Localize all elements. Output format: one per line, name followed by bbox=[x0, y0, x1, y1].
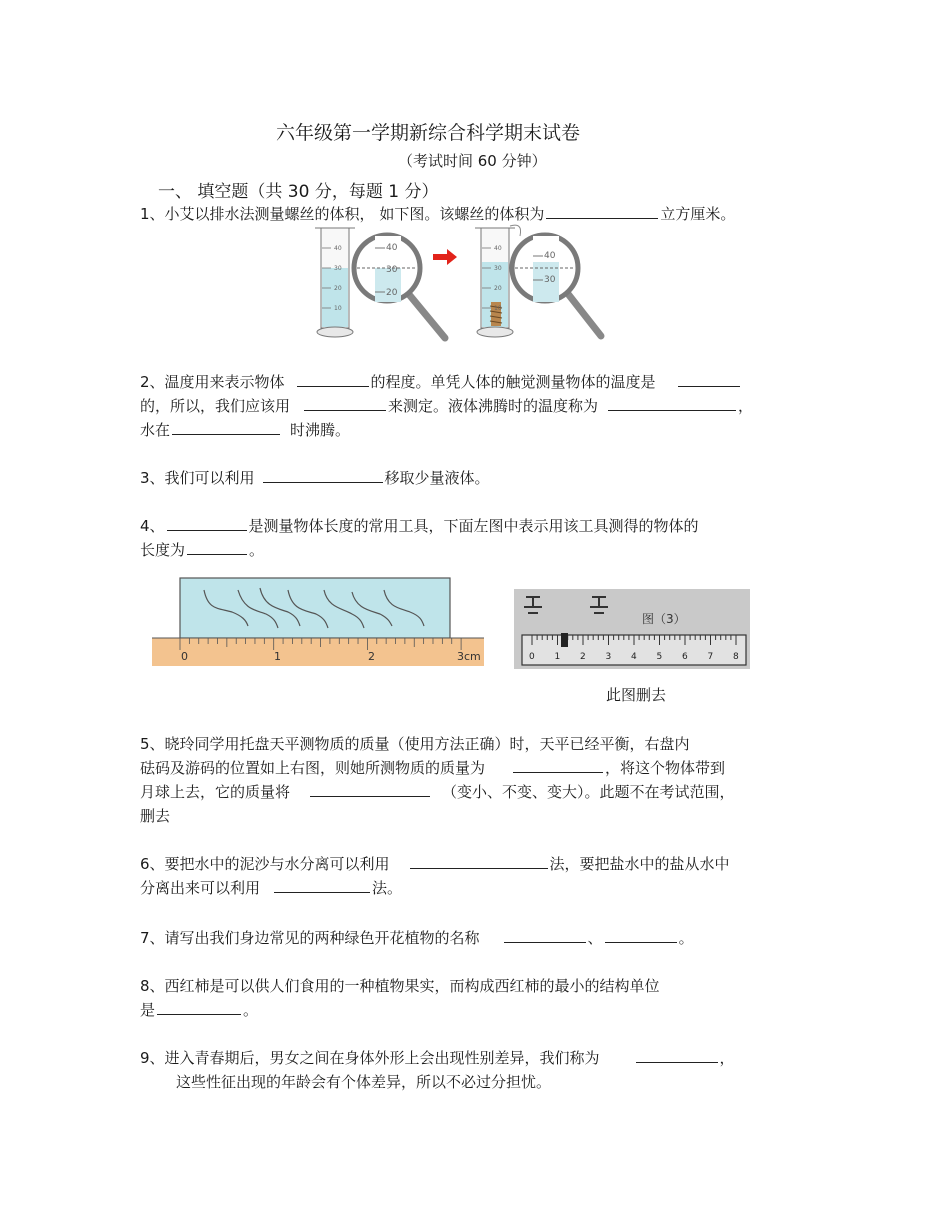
balance-label: 2 bbox=[580, 652, 586, 662]
answer-blank[interactable] bbox=[274, 878, 370, 893]
question-7-text: 。 bbox=[678, 929, 694, 947]
answer-blank[interactable] bbox=[263, 468, 383, 483]
question-2-text: 2、温度用来表示物体 bbox=[140, 373, 285, 391]
section-heading: 一、 填空题（共 30 分，每题 1 分） bbox=[158, 182, 439, 202]
question-6-text: 分离出来可以利用 bbox=[140, 879, 261, 897]
ruler-label: 3cm bbox=[457, 650, 481, 663]
answer-blank[interactable] bbox=[310, 782, 430, 797]
ruler-label: 0 bbox=[181, 650, 188, 663]
lens-mark: 20 bbox=[386, 288, 398, 298]
balance-label: 8 bbox=[733, 652, 739, 662]
question-2-text: ， bbox=[738, 397, 754, 415]
question-8-line-2 bbox=[140, 999, 258, 1020]
magnifier-icon bbox=[512, 235, 601, 336]
answer-blank[interactable] bbox=[297, 372, 369, 387]
ruler-figure bbox=[152, 576, 484, 668]
answer-blank[interactable] bbox=[608, 396, 736, 411]
question-7-text: 、 bbox=[587, 929, 603, 947]
cylinder-mark: 40 bbox=[334, 245, 342, 252]
question-2-line-1 bbox=[140, 371, 742, 392]
lens-mark: 40 bbox=[386, 243, 398, 253]
answer-blank[interactable] bbox=[167, 516, 247, 531]
rider-icon bbox=[561, 633, 568, 647]
cylinder-mark: 30 bbox=[334, 265, 342, 272]
question-8-text: 是 bbox=[140, 1001, 156, 1019]
balance-photo bbox=[514, 589, 750, 669]
question-8-text: 。 bbox=[243, 1001, 259, 1019]
lens-mark: 30 bbox=[544, 275, 556, 285]
question-2-line-3 bbox=[140, 419, 350, 440]
balance-label: 5 bbox=[656, 652, 663, 662]
cylinder-mark: 30 bbox=[494, 265, 502, 272]
cylinder-measurement-figure bbox=[315, 222, 615, 344]
measuring-cylinder-icon bbox=[315, 228, 355, 337]
question-9-line-1 bbox=[140, 1047, 735, 1068]
question-5-line-4: 删去 bbox=[140, 807, 171, 825]
question-5-text: ，将这个物体带到 bbox=[605, 759, 726, 777]
question-9-text: ， bbox=[719, 1049, 735, 1067]
question-5-line-3 bbox=[140, 781, 735, 802]
question-4-line-1 bbox=[140, 515, 699, 536]
question-1 bbox=[140, 203, 735, 224]
measured-object bbox=[180, 578, 450, 638]
balance-caption: 图（3） bbox=[642, 612, 686, 626]
question-4-text: 长度为 bbox=[140, 541, 186, 559]
cylinder-mark: 20 bbox=[334, 285, 342, 292]
question-2-text: 的程度。单凭人体的触觉测量物体的温度是 bbox=[370, 373, 656, 391]
question-1-unit: 立方厘米。 bbox=[660, 205, 736, 223]
answer-blank[interactable] bbox=[605, 928, 677, 943]
question-2-text: 的，所以，我们应该用 bbox=[140, 397, 291, 415]
question-2-line-2 bbox=[140, 395, 753, 416]
question-3 bbox=[140, 467, 490, 488]
balance-label: 7 bbox=[707, 652, 714, 662]
exam-duration: （考试时间 60 分钟） bbox=[398, 152, 547, 170]
question-5-line-2 bbox=[140, 757, 725, 778]
cylinder-mark: 40 bbox=[494, 245, 502, 252]
question-6-text: 法。 bbox=[372, 879, 403, 897]
question-9-line-2: 这些性征出现的年龄会有个体差异，所以不必过分担忧。 bbox=[176, 1073, 552, 1091]
question-3-text: 移取少量液体。 bbox=[384, 469, 490, 487]
deleted-figure-note: 此图删去 bbox=[606, 686, 667, 704]
question-4-text: 是测量物体长度的常用工具，下面左图中表示用该工具测得的物体的 bbox=[248, 517, 699, 535]
question-9-text: 9、进入青春期后，男女之间在身体外形上会出现性别差异，我们称为 bbox=[140, 1049, 600, 1067]
answer-blank[interactable] bbox=[546, 204, 658, 219]
ruler-body bbox=[152, 638, 484, 666]
question-4-line-2 bbox=[140, 539, 264, 560]
balance-label: 4 bbox=[631, 652, 637, 662]
question-1-text: 1、小艾以排水法测量螺丝的体积， 如下图。该螺丝的体积为 bbox=[140, 205, 545, 223]
lens-mark: 40 bbox=[544, 251, 556, 261]
question-3-text: 3、我们可以利用 bbox=[140, 469, 255, 487]
question-6-line-1 bbox=[140, 853, 730, 874]
answer-blank[interactable] bbox=[172, 420, 280, 435]
question-6-text: 6、要把水中的泥沙与水分离可以利用 bbox=[140, 855, 390, 873]
cylinder-mark: 10 bbox=[334, 305, 342, 312]
magnifier-icon bbox=[354, 235, 445, 338]
balance-label: 1 bbox=[554, 652, 561, 662]
answer-blank[interactable] bbox=[187, 540, 247, 555]
page-title: 六年级第一学期新综合科学期末试卷 bbox=[276, 122, 581, 144]
answer-blank[interactable] bbox=[513, 758, 603, 773]
question-2-text: 时沸腾。 bbox=[290, 421, 351, 439]
balance-label: 0 bbox=[529, 652, 535, 662]
question-5-line-1: 5、晓玲同学用托盘天平测物质的质量（使用方法正确）时，天平已经平衡，右盘内 bbox=[140, 735, 690, 753]
question-6-text: 法，要把盐水中的盐从水中 bbox=[549, 855, 730, 873]
lens-mark: 30 bbox=[386, 265, 398, 275]
question-5-text: 月球上去，它的质量将 bbox=[140, 783, 291, 801]
answer-blank[interactable] bbox=[678, 372, 740, 387]
question-2-text: 来测定。液体沸腾时的温度称为 bbox=[388, 397, 599, 415]
balance-label: 3 bbox=[605, 652, 612, 662]
arrow-right-icon bbox=[433, 249, 457, 265]
answer-blank[interactable] bbox=[636, 1048, 718, 1063]
question-4-text: 。 bbox=[249, 541, 265, 559]
balance-label: 6 bbox=[682, 652, 688, 662]
cylinder-mark: 10 bbox=[494, 305, 502, 312]
question-6-line-2 bbox=[140, 877, 402, 898]
question-7-text: 7、请写出我们身边常见的两种绿色开花植物的名称 bbox=[140, 929, 480, 947]
answer-blank[interactable] bbox=[157, 1000, 241, 1015]
question-5-text: 砝码及游码的位置如上右图，则她所测物质的质量为 bbox=[140, 759, 486, 777]
answer-blank[interactable] bbox=[410, 854, 548, 869]
cylinder-mark: 20 bbox=[494, 285, 502, 292]
question-5-text: （变小、不变、变大）。此题不在考试范围， bbox=[442, 783, 735, 801]
question-2-text: 水在 bbox=[140, 421, 171, 439]
question-8-line-1: 8、西红柿是可以供人们食用的一种植物果实，而构成西红柿的最小的结构单位 bbox=[140, 977, 660, 995]
answer-blank[interactable] bbox=[304, 396, 386, 411]
answer-blank[interactable] bbox=[504, 928, 586, 943]
ruler-label: 2 bbox=[368, 650, 375, 663]
question-7 bbox=[140, 927, 694, 948]
ruler-label: 1 bbox=[274, 650, 281, 663]
question-4-text: 4、 bbox=[140, 517, 165, 535]
